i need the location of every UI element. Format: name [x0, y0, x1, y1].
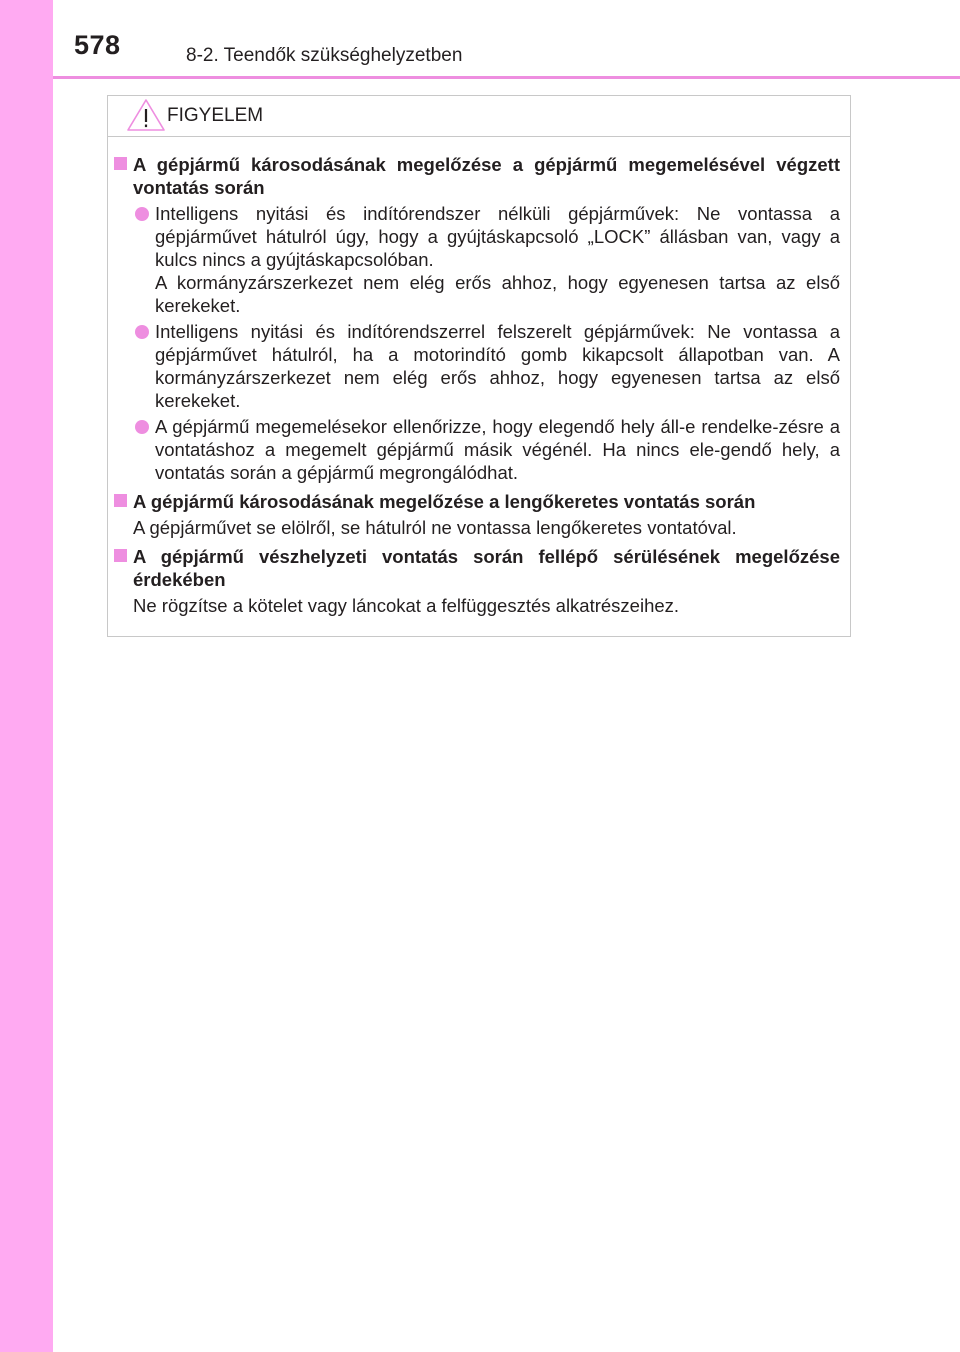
section-heading: A gépjármű károsodásának megelőzése a lengőkeretes vontatás során [133, 491, 756, 512]
caution-section [108, 153, 850, 484]
square-bullet-icon [114, 157, 127, 170]
section-heading: A gépjármű vészhelyzeti vontatás során fellépő sérülésének megelőzése érdekében [133, 546, 840, 590]
circle-bullet-icon [135, 207, 149, 221]
circle-bullet-icon [135, 420, 149, 434]
bullet-text: Intelligens nyitási és indítórendszerrel felszerelt gépjárművek: Ne vontassa a gépjárművet hátulról, ha a motorindító gomb kikapcsolt állapotban van. A kormányzárszerkezet nem elég erős ahhoz, hogy egyenesen tartsa az első kerekeket. [155, 321, 840, 411]
list-item [133, 320, 840, 412]
chapter-side-band [0, 0, 53, 1352]
bullet-text: Intelligens nyitási és indítórendszer nélküli gépjárművek: Ne vontassa a gépjárművet hátulról úgy, hogy a gyújtáskapcsoló „LOCK” állásban van, vagy a kulcs nincs a gyújtáskapcsolóban. [155, 203, 840, 270]
section-title: 8-2. Teendők szükséghelyzetben [186, 45, 463, 66]
square-bullet-icon [114, 494, 127, 507]
header-divider [53, 76, 960, 79]
circle-bullet-icon [135, 325, 149, 339]
bullet-text: A kormányzárszerkezet nem elég erős ahhoz, hogy egyenesen tartsa az első kerekeket. [155, 272, 840, 316]
square-bullet-icon [114, 549, 127, 562]
section-text: A gépjárművet se elölről, se hátulról ne vontassa lengőkeretes vontatóval. [133, 517, 737, 538]
list-item [133, 415, 840, 484]
caution-section [108, 490, 850, 539]
section-text: Ne rögzítse a kötelet vagy láncokat a felfüggesztés alkatrészeihez. [133, 595, 680, 616]
caution-title: FIGYELEM [167, 105, 264, 126]
warning-triangle-icon [126, 98, 166, 132]
caution-body [108, 153, 850, 617]
page-number: 578 [74, 30, 121, 60]
section-heading: A gépjármű károsodásának megelőzése a gépjármű megemelésével végzett vontatás során [133, 154, 840, 198]
list-item [133, 202, 840, 317]
bullet-text: A gépjármű megemelésekor ellenőrizze, hogy elegendő hely áll-e rendelke-zésre a vontatáshoz a megemelt gépjármű másik végénél. Ha nincs ele-gendő hely, a vontatás során a gépjármű megrongálódhat. [155, 416, 840, 483]
caution-header [108, 96, 850, 137]
caution-box [107, 95, 851, 637]
caution-section [108, 545, 850, 617]
